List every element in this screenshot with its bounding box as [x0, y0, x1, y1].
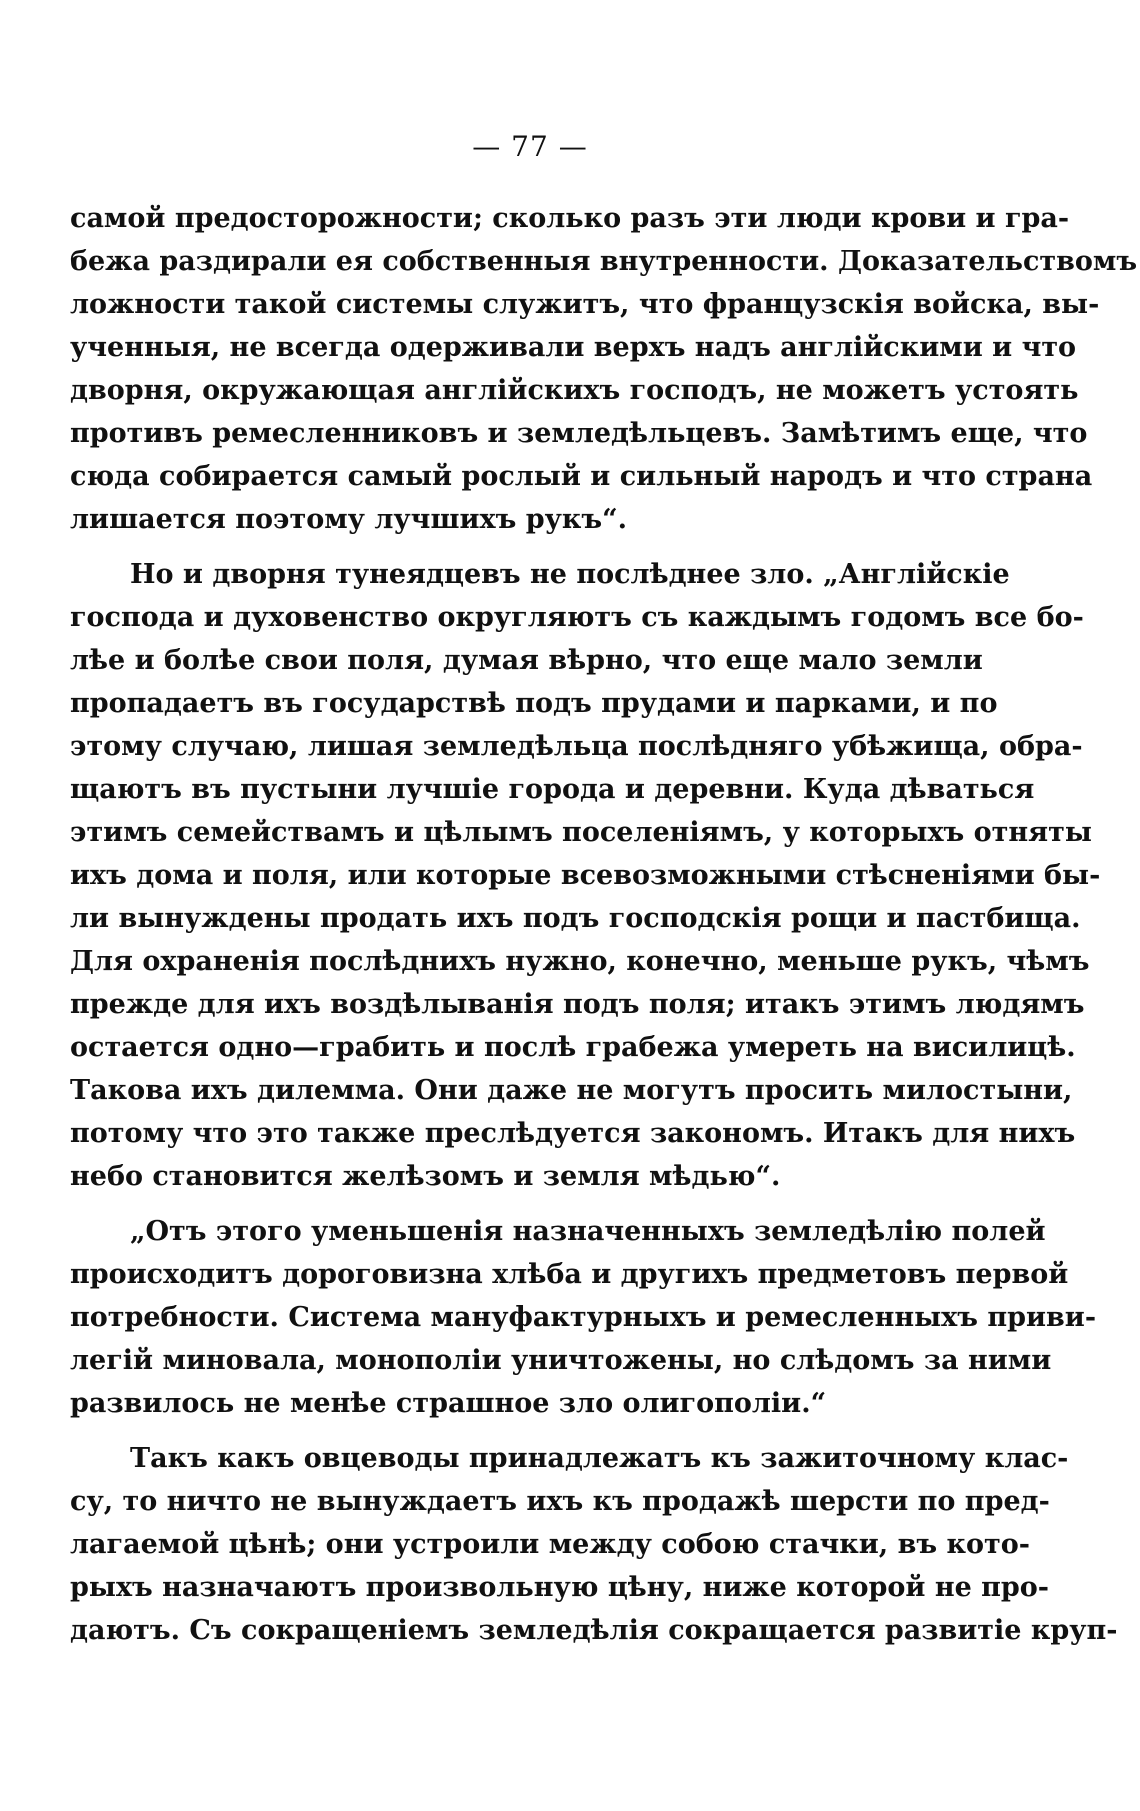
text-line: происходитъ дороговизна хлѣба и другихъ предметовъ первой: [70, 1259, 1069, 1290]
text-line: пропадаетъ въ государствѣ подъ прудами и парками, и по: [70, 688, 998, 719]
text-line: рыхъ назначаютъ произвольную цѣну, ниже которой не про-: [70, 1572, 1050, 1603]
text-line: ложности такой системы служитъ, что французскія войска, вы-: [70, 289, 1100, 320]
text-line: щаютъ въ пустыни лучшіе города и деревни. Куда дѣваться: [70, 774, 1035, 805]
text-line: остается одно—грабить и послѣ грабежа умереть на висилицѣ.: [70, 1032, 1076, 1063]
text-line: сюда собирается самый рослый и сильный народъ и что страна: [70, 461, 1093, 492]
text-line: су, то ничто не вынуждаетъ ихъ къ продажѣ шерсти по пред-: [70, 1486, 1050, 1517]
text-line: Такъ какъ овцеводы принадлежатъ къ зажиточному клас-: [130, 1443, 1069, 1474]
text-line: дворня, окружающая англійскихъ господъ, не можетъ устоять: [70, 375, 1079, 406]
paragraph: [70, 197, 1138, 541]
text-line: даютъ. Съ сокращеніемъ земледѣлія сокращается развитіе круп-: [70, 1615, 1118, 1646]
text-line: лѣе и болѣе свои поля, думая вѣрно, что еще мало земли: [70, 645, 983, 676]
paragraph: [70, 553, 1101, 1198]
text-line: Такова ихъ дилемма. Они даже не могутъ просить милостыни,: [70, 1075, 1073, 1106]
text-line: „Отъ этого уменьшенія назначенныхъ земледѣлію полей: [130, 1216, 1046, 1247]
text-line: потому что это также преслѣдуется закономъ. Итакъ для нихъ: [70, 1118, 1076, 1149]
paragraph-gap: [70, 541, 960, 553]
text-line: легій миновала, монополіи уничтожены, но слѣдомъ за ними: [70, 1345, 1052, 1376]
paragraph: [70, 1437, 1118, 1652]
text-line: ученныя, не всегда одерживали верхъ надъ англійскими и что: [70, 332, 1077, 363]
paragraph-gap: [70, 1425, 960, 1437]
text-line: лишается поэтому лучшихъ рукъ“.: [70, 504, 627, 535]
text-line: бежа раздирали ея собственныя внутренности. Доказательствомъ: [70, 246, 1138, 277]
text-line: Но и дворня тунеядцевъ не послѣднее зло. „Англійскіе: [130, 559, 1010, 590]
text-line: лагаемой цѣнѣ; они устроили между собою стачки, въ кото-: [70, 1529, 1030, 1560]
page-number: — 77 —: [472, 130, 588, 163]
body-text: [70, 197, 1138, 1652]
text-line: прежде для ихъ воздѣлыванія подъ поля; итакъ этимъ людямъ: [70, 989, 1085, 1020]
text-line: господа и духовенство округляютъ съ каждымъ годомъ все бо-: [70, 602, 1084, 633]
text-line: этимъ семействамъ и цѣлымъ поселеніямъ, у которыхъ отняты: [70, 817, 1092, 848]
text-line: противъ ремесленниковъ и земледѣльцевъ. Замѣтимъ еще, что: [70, 418, 1088, 449]
paragraph-gap: [70, 1198, 960, 1210]
text-line: этому случаю, лишая земледѣльца послѣдняго убѣжища, обра-: [70, 731, 1083, 762]
paragraph: [70, 1210, 1097, 1425]
text-line: ли вынуждены продать ихъ подъ господскія рощи и пастбища.: [70, 903, 1081, 934]
text-line: Для охраненія послѣднихъ нужно, конечно, меньше рукъ, чѣмъ: [70, 946, 1090, 977]
text-line: самой предосторожности; сколько разъ эти люди крови и гра-: [70, 203, 1070, 234]
text-line: небо становится желѣзомъ и земля мѣдью“.: [70, 1161, 781, 1192]
text-line: потребности. Система мануфактурныхъ и ремесленныхъ приви-: [70, 1302, 1097, 1333]
text-line: развилось не менѣе страшное зло олигополіи.“: [70, 1388, 827, 1419]
text-line: ихъ дома и поля, или которые всевозможными стѣсненіями бы-: [70, 860, 1101, 891]
